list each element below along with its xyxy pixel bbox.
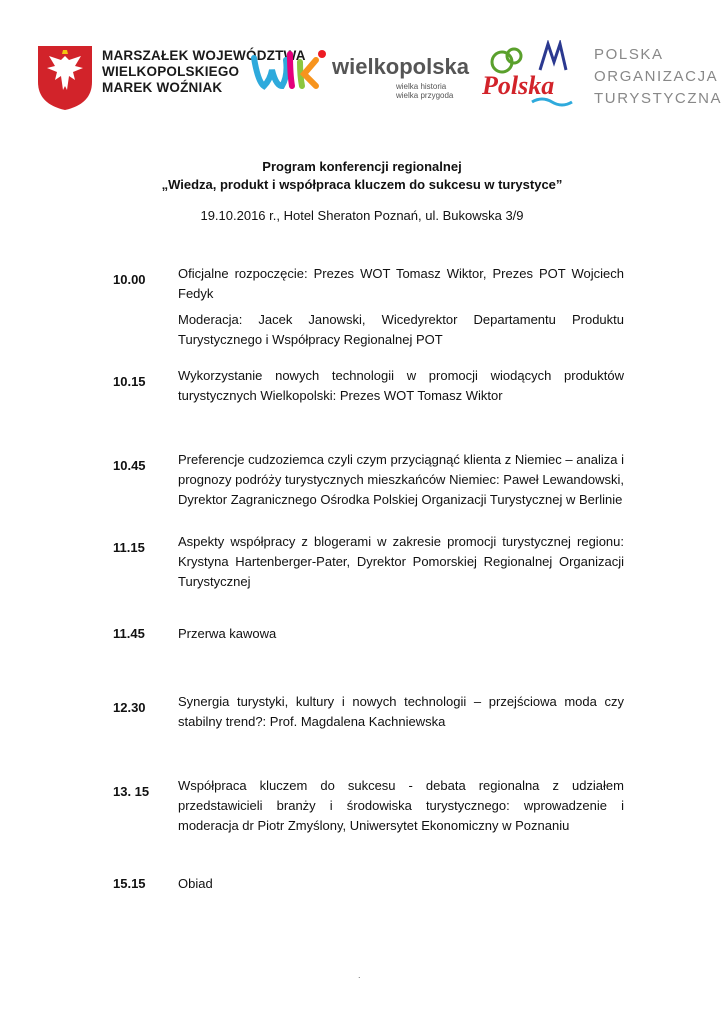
agenda-description: Współpraca kluczem do sukcesu - debata regionalna z udziałem przedstawicieli branży i środowiska turystycznego: wprowadzenie i moderacja dr Piotr Zmyślony, Uniwersytet Ekonomiczny w Poznaniu xyxy=(178,778,624,833)
agenda-description: Aspekty współpracy z blogerami w zakresie promocji turystycznej regionu: Krystyna Hartenberger-Pater, Dyrektor Pomorskiej Regionalnej Organizacji Turystycznej xyxy=(178,534,624,589)
eagle-crest-icon xyxy=(36,44,94,112)
polska-brand-logo-icon xyxy=(478,40,578,110)
pot-wordmark: POLSKA ORGANIZACJA TURYSTYCZNA xyxy=(594,46,723,107)
agenda-description: Oficjalne rozpoczęcie: Prezes WOT Tomasz Wiktor, Prezes POT Wojciech Fedyk Moderacja: Jacek Janowski, Wicedyrektor Departamentu Produktu Turystycznego i Współpracy Regionalnej POT xyxy=(178,266,624,347)
agenda-time: 15.15 xyxy=(113,876,146,891)
agenda-time: 10.15 xyxy=(113,374,146,389)
agenda-time: 10.45 xyxy=(113,458,146,473)
wielkopolska-logo-icon xyxy=(250,48,328,98)
agenda-description: Preferencje cudzoziemca czyli czym przyciągnąć klienta z Niemiec – analiza i prognozy podróży turystycznych mieszkańców Niemiec: Paweł Lewandowski, Dyrektor Zagranicznego Ośrodka Polskiej Organizacji Turystycznej w Berlinie xyxy=(178,452,624,507)
wielkopolska-tagline: wielka historia wielka przygoda xyxy=(396,82,454,100)
agenda-description: Synergia turystyki, kultury i nowych technologii – przejściowa moda czy stabilny trend?: Prof. Magdalena Kachniewska xyxy=(178,694,624,729)
svg-text:Polska: Polska xyxy=(482,71,555,100)
agenda-time: 12.30 xyxy=(113,700,146,715)
marshal-title: MARSZAŁEK WOJEWÓDZTWA WIELKOPOLSKIEGO MAREK WOŹNIAK xyxy=(102,48,306,95)
agenda-time: 10.00 xyxy=(113,272,146,287)
event-date-venue: 19.10.2016 r., Hotel Sheraton Poznań, ul. Bukowska 3/9 xyxy=(200,208,524,223)
page-title: Program konferencji regionalnej „Wiedza, produkt i współpraca kluczem do sukcesu w turystyce” xyxy=(161,159,563,192)
agenda-time: 11.15 xyxy=(113,540,145,555)
agenda-description: Obiad xyxy=(178,876,213,891)
header-logos xyxy=(0,40,724,112)
footer-mark: . xyxy=(358,970,361,980)
agenda-description: Wykorzystanie nowych technologii w promocji wiodących produktów turystycznych Wielkopolski: Prezes WOT Tomasz Wiktor xyxy=(178,368,624,403)
agenda-time: 13. 15 xyxy=(113,784,150,799)
wielkopolska-wordmark: wielkopolska xyxy=(332,54,469,79)
agenda-time: 11.45 xyxy=(113,626,145,641)
agenda-description: Przerwa kawowa xyxy=(178,626,277,641)
